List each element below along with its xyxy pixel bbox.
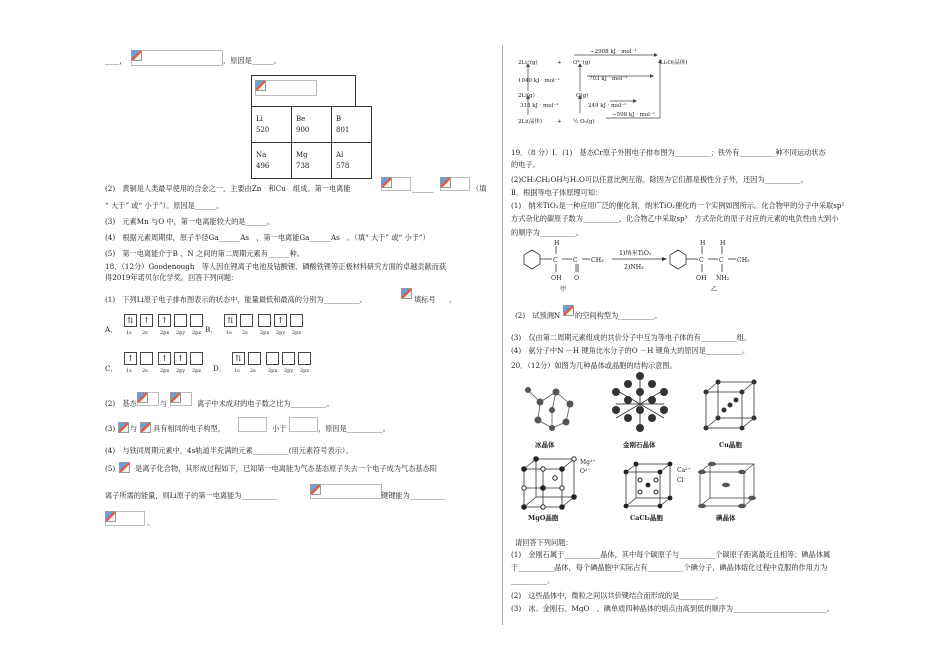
image-placeholder-icon: [381, 177, 392, 188]
orbital-label: 2px: [260, 330, 270, 336]
cycle-e1: 1040 kJ · mol⁻¹: [518, 78, 560, 84]
cycle-o-ion: O²⁻(g): [573, 60, 591, 66]
a1-text-2: 于__________晶体，每个碘晶胞中实际占有__________个碘分子，碘晶体熔化过程中克服的作用力为: [511, 563, 828, 572]
orbital-label: 1s: [126, 368, 132, 374]
yi-oh: OH: [696, 275, 707, 282]
q19-sp2: 方式杂化的碳原子数为__________，化合物乙中采取sp³ 方式杂化的原子对应的元素的电负性由大到小: [511, 214, 839, 223]
caption-iodine: 碘晶体: [716, 514, 736, 522]
yi-nh2: NH₂: [716, 275, 730, 282]
orbital-box: [240, 314, 253, 327]
orbital-box: [258, 314, 271, 327]
image-placeholder-icon: [255, 80, 266, 91]
orbital-box: [266, 352, 279, 365]
image-placeholder-icon: [440, 177, 451, 188]
cycle-li-g: 2Li(g): [518, 93, 535, 99]
reaction-scheme: [512, 238, 772, 296]
option-b-label: B．: [205, 325, 218, 334]
orbital-label: 2pz: [192, 330, 202, 336]
line1-reason: ，原因是______。: [223, 56, 281, 65]
orbital-label: 2py: [276, 330, 286, 336]
s3-and: 与: [130, 424, 138, 433]
cycle-e5: −598 kJ · mol⁻¹: [612, 112, 656, 118]
orbital-box: ↑: [174, 352, 187, 365]
yi-c2: C: [719, 257, 724, 264]
s3-less: 小于: [272, 424, 287, 433]
image-placeholder-icon: [170, 392, 181, 403]
orbital-label: 2py: [176, 330, 186, 336]
q19-n3-rest: 的空间构型为__________。: [575, 311, 662, 320]
q19-n3: (2) 试预测N: [515, 311, 561, 320]
s2-rest: 离子中未成对的电子数之比为__________。: [197, 399, 334, 408]
label-yi: 乙: [711, 286, 718, 293]
cycle-e3: 318 kJ · mol⁻¹: [520, 103, 559, 109]
orbital-box: [174, 314, 187, 327]
cell-al: Al 578: [332, 143, 372, 179]
cell-li: Li 520: [252, 107, 292, 143]
orbital-label: 1s: [126, 330, 132, 336]
orbital-label: 2py: [176, 368, 186, 374]
legend-o: O²⁻: [580, 468, 591, 475]
orbital-box: [290, 314, 303, 327]
orbital-label: 2pz: [300, 368, 310, 374]
caption-diamond: 金刚石晶体: [623, 441, 656, 449]
image-placeholder-icon: [401, 288, 412, 299]
q2-blank: ______: [412, 184, 434, 193]
q19-text-2: 的电子。: [511, 160, 540, 169]
orbital-box: ↑: [140, 314, 153, 327]
orbital-label: 1s: [234, 368, 240, 374]
orbital-box: ⇅: [124, 314, 137, 327]
jia-h: H: [554, 240, 560, 247]
cycle-li-s: 2Li(晶体): [518, 119, 543, 125]
image-placeholder-icon: [118, 422, 129, 433]
legend-cl: Cl⁻: [677, 477, 687, 484]
orbital-box: ⇅: [232, 352, 245, 365]
cell-b: B 801: [332, 107, 372, 143]
q19-order: 的顺序为__________。: [511, 228, 583, 237]
s5-bond: 键键能为__________: [381, 491, 446, 500]
option-c-label: C．: [105, 364, 118, 373]
iodine-crystal-figure: [696, 460, 760, 512]
a2-text: (2) 这些晶体中，微粒之间以共价键结合而形成的是__________。: [511, 591, 723, 600]
orbital-label: 2s: [242, 330, 248, 336]
yi-h2: H: [720, 240, 726, 247]
orbital-box: [190, 352, 203, 365]
answer-prompt: 请回答下列问题：: [515, 538, 573, 547]
reagent-2: 2)NH₃: [624, 264, 644, 271]
q18-text: 18．（12分）Goodenough 等人因在锂离子电池及钴酸锂、磷酸铁锂等正极材料研究方面的卓越贡献而获: [105, 262, 447, 271]
a1-text-3: __________。: [511, 576, 555, 585]
s3-same: 具有相同的电子构型，: [153, 424, 225, 433]
cycle-o2: ½ O₂(g): [573, 119, 595, 125]
q2-reason: “ 大于” 或“ 小于”）。原因是______。: [105, 201, 224, 210]
orbital-box: ↑: [158, 352, 171, 365]
option-a-label: A．: [105, 325, 118, 334]
cycle-e4: 249 kJ · mol⁻¹: [588, 103, 627, 109]
s5-energy: 离子所需的能量，则Li原子的第一电离能为__________: [105, 491, 278, 500]
orbital-label: 2pz: [292, 330, 302, 336]
formula-image: [131, 50, 223, 66]
caption-cacl2: CaCl₂晶胞: [630, 514, 663, 522]
orbital-label: 2py: [284, 368, 294, 374]
q3-text: (3) 元素Mn 与O 中，第一电离能较大的是______。: [105, 217, 275, 226]
yi-h1: H: [700, 240, 706, 247]
q19-ethanol: (2)CH₃CH₂OH与H₂O可以任意比例互溶。除因为它们都是极性分子外，还因为__________。: [511, 175, 808, 184]
orbital-box: [282, 352, 295, 365]
yi-ch3: CH₃: [737, 257, 750, 264]
jia-c1: C: [553, 257, 558, 264]
orbital-label: 1s: [226, 330, 232, 336]
ice-crystal-figure: [520, 378, 582, 436]
orbital-box: [248, 352, 261, 365]
cell-na: Na 496: [252, 143, 292, 179]
orbital-label: 2pz: [192, 368, 202, 374]
s4-text: (4) 与铁同周期元素中，4s轨道半充满的元素__________(用元素符号表示）。: [105, 446, 353, 455]
caption-mgo: MgO晶胞: [528, 514, 559, 522]
column-divider: [502, 45, 503, 625]
orbital-box: ↑: [124, 352, 137, 365]
q2-text: (2) 黄铜是人类最早使用的合金之一，主要由Zn 和Cu 组成。第一电离能: [105, 184, 351, 193]
image-placeholder-icon: [119, 462, 130, 473]
s3-reason: ，原因是__________。: [318, 424, 390, 433]
q19-section2: Ⅱ．根据等电子体原理可知：: [511, 188, 603, 197]
s1-fill: 填标号: [414, 295, 436, 304]
s1-end: 。: [449, 295, 457, 304]
line1-blank: ____，: [105, 56, 127, 65]
q19-isoelectronic: (3) 仅由第二周期元素组成的共价分子中互为等电子体的有__________组。: [511, 333, 752, 342]
s2-and: 与: [160, 399, 168, 408]
jia-o: O: [574, 275, 580, 282]
image-placeholder-icon: [563, 305, 574, 316]
diamond-crystal-figure: [606, 370, 674, 438]
image-placeholder-icon: [131, 50, 142, 61]
orbital-label: 2px: [160, 368, 170, 374]
q4-text: (4) 根据元素周期律，原子半径Ga______As ，第一电离能Ga______As 。（填“ 大于” 或“ 小于”）: [105, 233, 430, 242]
orbital-box: [298, 352, 311, 365]
jia-c2: C: [573, 257, 578, 264]
q18-text-2: 得2019年诺贝尔化学奖。回答下列问题：: [105, 273, 239, 282]
ionization-table: [251, 106, 372, 179]
orbital-box: [190, 314, 203, 327]
cycle-li2o: Li₂O(晶体): [660, 60, 688, 66]
image-placeholder-icon: [140, 422, 151, 433]
cell-mg: Mg 738: [292, 143, 332, 179]
orbital-box: ↑: [158, 314, 171, 327]
jia-ch3: CH₃: [591, 257, 604, 264]
legend-ca: Ca²⁺: [677, 467, 691, 474]
q19-angle: (4) 氨分子中N －H 键角比水分子的O －H 键角大的原因是__________。: [511, 346, 750, 355]
q2-fill: （填: [472, 184, 487, 193]
s5-text: (5): [105, 464, 116, 473]
cell-be: Be 900: [292, 107, 332, 143]
image-placeholder-icon: [105, 511, 116, 522]
s5-end: 。: [147, 518, 155, 527]
q5-text: (5) 第一电离能介于B 、N 之间的第二周期元素有______种。: [105, 249, 304, 258]
s1-text: (1) 下列Li原子电子排布图表示的状态中，能量最低和最高的分别为__________、: [105, 295, 367, 304]
orbital-label: 2s: [142, 330, 148, 336]
orbital-label: 2s: [142, 368, 148, 374]
cycle-e2: 703 kJ · mol⁻¹: [589, 76, 628, 82]
orbital-label: 2px: [268, 368, 278, 374]
orbital-label: 2px: [160, 330, 170, 336]
cacl2-cell-figure: [622, 460, 674, 512]
caption-ice: 冰晶体: [535, 441, 555, 449]
yi-c1: C: [699, 257, 704, 264]
q19-text: 19．（8 分）Ⅰ．(1) 基态Cr原子外围电子排布图为__________；铁外有__________种不同运动状态: [511, 148, 826, 157]
a3-text: (3) 冰、金刚石、MgO 、碘单质四种晶体的熔点由高到低的顺序为__________________________。: [511, 604, 834, 613]
jia-oh: OH: [551, 275, 562, 282]
cu-cell-figure: [700, 378, 760, 436]
image-placeholder-icon: [310, 484, 321, 495]
caption-cu: Cu晶胞: [719, 441, 742, 449]
label-jia: 甲: [560, 286, 567, 293]
s3-text: (3): [105, 424, 116, 433]
mgo-cell-figure: [520, 455, 578, 511]
a1-text: (1) 金刚石属于__________晶体，其中每个碳原子与__________个碳原子距离最近且相等；碘晶体属: [511, 550, 831, 559]
orbital-box: ↑: [274, 314, 287, 327]
reagent-1: 1)纳米TiO₂: [619, 250, 652, 257]
cycle-plus: +: [557, 60, 562, 66]
orbital-box: ⇅: [224, 314, 237, 327]
cycle-o-g: O(g): [576, 93, 589, 99]
cycle-li-ion: 2Li⁺(g): [518, 60, 538, 66]
q19-tio2: (1) 纳米TiO₂是一种应用广泛的催化剂，纳米TiO₂催化的一个实例如图所示。化合物甲的分子中采取sp²: [511, 201, 845, 210]
orbital-label: 2s: [250, 368, 256, 374]
ion-image: [238, 417, 267, 432]
ion-image: [289, 417, 318, 432]
born-haber-cycle: [510, 45, 695, 130]
s5-desc: 是离子化合物，其形成过程如下，已知第一电离能为气态基态原子失去一个电子成为气态基态阳: [135, 464, 437, 473]
cycle-plus-2: +: [557, 119, 562, 125]
orbital-box: [140, 352, 153, 365]
s2-text: (2) 基态: [105, 399, 137, 408]
image-placeholder-icon: [137, 392, 148, 403]
option-d-label: D．: [213, 364, 226, 373]
q20-text: 20．（12分）如图为几种晶体或晶胞的结构示意图。: [511, 361, 677, 370]
legend-mg: Mg²⁺: [580, 459, 596, 466]
cycle-lattice: −2908 kJ · mol⁻¹: [590, 49, 637, 55]
